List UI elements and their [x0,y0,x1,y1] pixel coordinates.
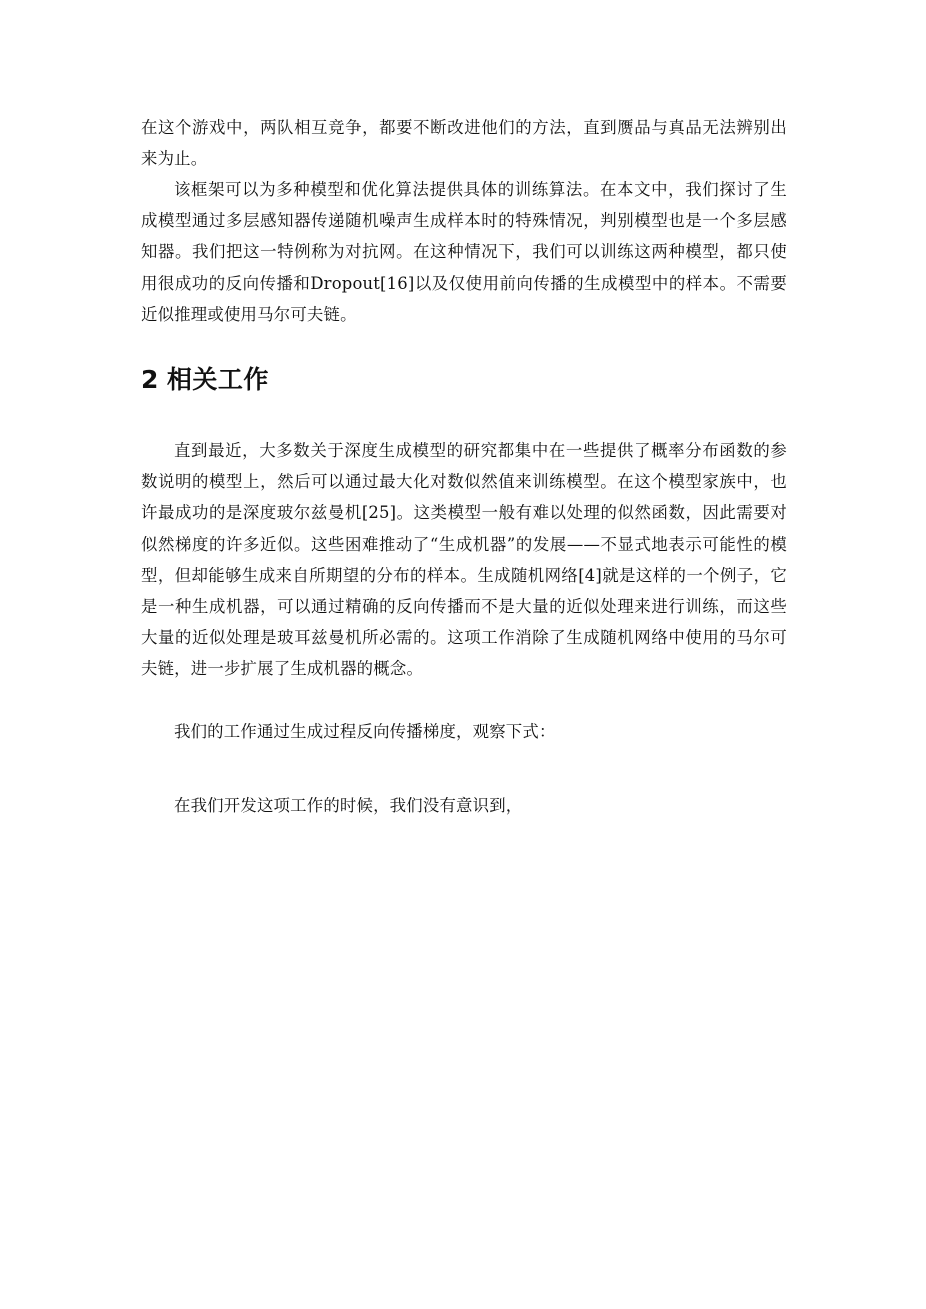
paragraph-backprop: 我们的工作通过生成过程反向传播梯度，观察下式： [174,722,556,741]
section-title: 相关工作 [166,365,269,394]
paragraph-unaware: 在我们开发这项工作的时候，我们没有意识到， [174,796,523,815]
section-number: 2 [141,365,159,394]
paragraph-related-work: 直到最近，大多数关于深度生成模型的研究都集中在一些提供了概率分布函数的参数说明的模型上，然后可以通过最大化对数似然值来训练模型。在这个模型家族中，也许最成功的是深度玻尔兹曼机[25]。这类模型一般有难以处理的似然函数，因此需要对似然梯度的许多近似。这些困难推动了“生成机器”的发展——不显式地表示可能性的模型，但却能够生成来自所期望的分布的样本。生成随机网络[4]就是这样的一个例子，它是一种生成机器，可以通过精确的反向传播而不是大量的近似处理来进行训练，而这些大量的近似处理是玻耳兹曼机所必需的。这项工作消除了生成随机网络中使用的马尔可夫链，进一步扩展了生成机器的概念。 [141,441,787,679]
paragraph-continuation: 在这个游戏中，两队相互竞争，都要不断改进他们的方法，直到赝品与真品无法辨别出来为止。 [141,118,787,169]
paragraph-framework: 该框架可以为多种模型和优化算法提供具体的训练算法。在本文中，我们探讨了生成模型通过多层感知器传递随机噪声生成样本时的特殊情况，判别模型也是一个多层感知器。我们把这一特例称为对抗网。在这种情况下，我们可以训练这两种模型，都只使用很成功的反向传播和Dropout[16]以及仅使用前向传播的生成模型中的样本。不需要近似推理或使用马尔可夫链。 [141,180,787,324]
section-heading [141,360,269,400]
